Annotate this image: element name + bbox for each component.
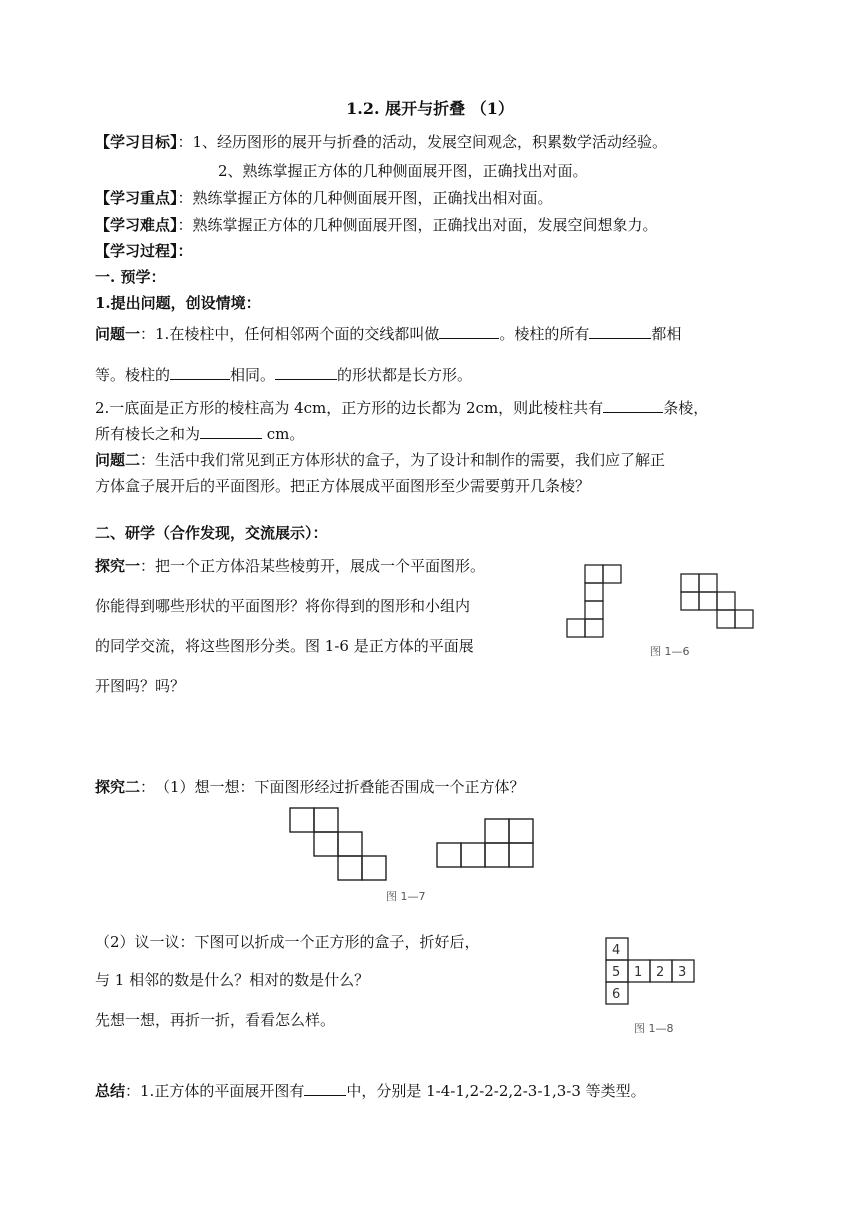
explore1-label: 探究一 bbox=[95, 557, 141, 575]
figure-1-6 bbox=[555, 555, 765, 665]
answer-blank[interactable] bbox=[304, 1080, 346, 1096]
question1-text-c: 都相 bbox=[651, 325, 682, 343]
learning-process-line bbox=[95, 240, 193, 262]
page-title: 1.2. 展开与折叠 （1） bbox=[346, 99, 514, 118]
explore1-line3: 的同学交流，将这些图形分类。图 1-6 是正方体的平面展 bbox=[95, 637, 474, 655]
learning-difficulty-text: ：熟练掌握正方体的几种侧面展开图，正确找出对面，发展空间想象力。 bbox=[177, 216, 658, 234]
question1-line1 bbox=[95, 323, 681, 345]
question1-text-d: 等。棱柱的 bbox=[95, 366, 171, 384]
question1-item2-text-a: 2.一底面是正方形的棱柱高为 4cm，正方形的边长都为 2cm，则此棱柱共有 bbox=[95, 399, 604, 417]
cube-face-number: 4 bbox=[612, 943, 621, 958]
learning-process-colon: ： bbox=[177, 242, 193, 260]
question2-line2: 方体盒子展开后的平面图形。把正方体展成平面图形至少需要剪开几条棱？ bbox=[95, 477, 591, 495]
question2-label: 问题二 bbox=[95, 451, 141, 469]
figure-1-8 bbox=[598, 932, 718, 1042]
learning-difficulty-line bbox=[95, 214, 658, 236]
learning-goals-label: 【学习目标】 bbox=[95, 133, 178, 151]
learning-goals-line1 bbox=[95, 131, 667, 153]
cube-face-number: 1 bbox=[634, 965, 643, 980]
question2-text-a: ：生活中我们常见到正方体形状的盒子，为了设计和制作的需要，我们应了解正 bbox=[140, 451, 666, 469]
explore2-text-a: ： （1）想一想：下面图形经过折叠能否围成一个正方体？ bbox=[140, 778, 525, 796]
question1-text-f: 的形状都是长方形。 bbox=[337, 366, 473, 384]
explore2-line2: （2）议一议：下图可以折成一个正方形的盒子，折好后， bbox=[95, 933, 480, 951]
answer-blank[interactable] bbox=[439, 323, 499, 339]
learning-focus-label: 【学习重点】 bbox=[95, 189, 178, 207]
question1-text-a: ：1.在棱柱中，任何相邻两个面的交线都叫做 bbox=[140, 325, 440, 343]
answer-blank[interactable] bbox=[603, 397, 663, 413]
question1-item2-text-b: 条棱， bbox=[663, 399, 709, 417]
section1-heading: 一. 预学： bbox=[95, 268, 166, 286]
figure-1-7 bbox=[280, 800, 550, 905]
learning-focus-line bbox=[95, 187, 553, 209]
question1-text-b: 。棱柱的所有 bbox=[499, 325, 590, 343]
question1-text-e: 相同。 bbox=[230, 366, 276, 384]
cube-face-number: 2 bbox=[656, 965, 665, 980]
learning-goals-item1: ：1、经历图形的展开与折叠的活动，发展空间观念，积累数学活动经验。 bbox=[177, 133, 668, 151]
question1-item2-line1 bbox=[95, 397, 708, 419]
explore1-line2: 你能得到哪些形状的平面图形？将你得到的图形和小组内 bbox=[95, 597, 471, 615]
question1-item2-line2 bbox=[95, 423, 304, 445]
summary-label: 总结 bbox=[95, 1082, 126, 1100]
answer-blank[interactable] bbox=[200, 423, 262, 439]
explore1-line1 bbox=[95, 555, 485, 577]
learning-difficulty-label: 【学习难点】 bbox=[95, 216, 178, 234]
question1-line2 bbox=[95, 364, 472, 386]
explore1-text-a: ：把一个正方体沿某些棱剪开，展成一个平面图形。 bbox=[140, 557, 486, 575]
explore2-label: 探究二 bbox=[95, 778, 141, 796]
section2-heading: 二、研学（合作发现，交流展示）： bbox=[95, 524, 328, 542]
question1-item2-text-d: cm。 bbox=[262, 425, 305, 443]
cube-face-number: 5 bbox=[612, 965, 621, 980]
answer-blank[interactable] bbox=[170, 364, 230, 380]
figure-1-8-caption: 图 1—8 bbox=[634, 1022, 674, 1035]
answer-blank[interactable] bbox=[275, 364, 337, 380]
summary-line bbox=[95, 1080, 646, 1102]
learning-process-label: 【学习过程】 bbox=[95, 242, 178, 260]
learning-focus-text: ：熟练掌握正方体的几种侧面展开图，正确找出相对面。 bbox=[177, 189, 553, 207]
figure-1-7-caption: 图 1—7 bbox=[386, 890, 426, 903]
summary-text-b: 中，分别是 1-4-1,2-2-2,2-3-1,3-3 等类型。 bbox=[346, 1082, 646, 1100]
figure-1-6-caption: 图 1—6 bbox=[650, 645, 690, 658]
cube-face-number: 3 bbox=[678, 965, 687, 980]
explore2-line4: 先想一想，再折一折，看看怎么样。 bbox=[95, 1011, 336, 1029]
section1-subheading: 1.提出问题，创设情境： bbox=[95, 294, 261, 312]
learning-goals-item2: 2、熟练掌握正方体的几种侧面展开图，正确找出对面。 bbox=[218, 162, 588, 180]
explore2-line1 bbox=[95, 776, 525, 798]
question2-line1 bbox=[95, 449, 665, 471]
explore2-line3: 与 1 相邻的数是什么？相对的数是什么？ bbox=[95, 971, 370, 989]
cube-face-number: 6 bbox=[612, 987, 621, 1002]
summary-text-a: ：1.正方体的平面展开图有 bbox=[125, 1082, 305, 1100]
question1-label: 问题一 bbox=[95, 325, 141, 343]
answer-blank[interactable] bbox=[589, 323, 651, 339]
question1-item2-text-c: 所有棱长之和为 bbox=[95, 425, 201, 443]
explore1-line4: 开图吗？吗？ bbox=[95, 677, 186, 695]
